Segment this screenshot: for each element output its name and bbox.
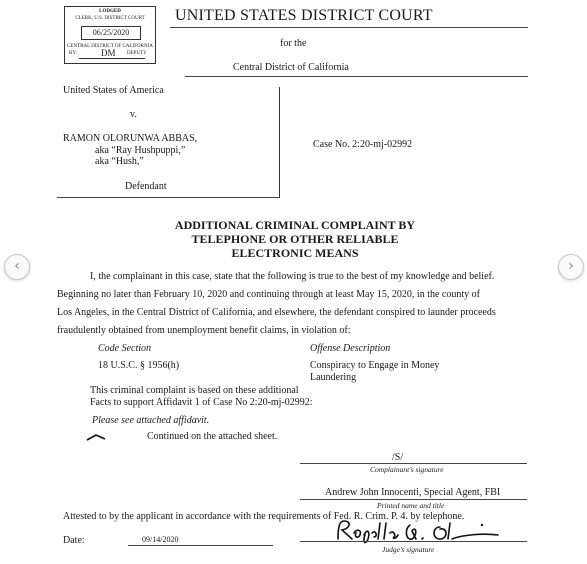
basis-line-1: This criminal complaint is based on these additional	[90, 385, 299, 396]
code-section-header: Code Section	[98, 343, 152, 354]
stamp-deputy: DEPUTY	[127, 51, 147, 56]
offense-description-header: Offense Description	[310, 343, 391, 354]
defendant-name: RAMON OLORUNWA ABBAS,	[63, 133, 198, 144]
stamp-district-line: CENTRAL DISTRICT OF CALIFORNIA	[67, 44, 153, 49]
document-title-line-3: ELECTRONIC MEANS	[231, 246, 359, 260]
previous-slide-button[interactable]: ‹	[4, 254, 30, 280]
printed-name-rule	[300, 499, 527, 500]
date-rule	[128, 545, 273, 546]
plaintiff: United States of America	[63, 85, 164, 96]
printed-name: Andrew John Innocenti, Special Agent, FBI	[325, 487, 501, 498]
next-slide-button[interactable]: ›	[558, 254, 584, 280]
caption-divider	[279, 87, 280, 197]
attestation: Attested to by the applicant in accordance with the requirements of Fed. R. Crim. P. 4. by telephone.	[63, 511, 465, 522]
caption-rule	[57, 197, 280, 198]
court-title: UNITED STATES DISTRICT COURT	[175, 7, 433, 24]
body-line-1: I, the complainant in this case, state that the following is true to the best of my knowledge and belief.	[90, 271, 495, 282]
stamp-date: 06/25/2020	[81, 26, 141, 40]
body-line-4: fraudulently obtained from unemployment benefit claims, in violation of:	[57, 325, 351, 336]
see-attached-affidavit: Please see attached affidavit.	[92, 415, 210, 426]
versus: v.	[130, 109, 137, 120]
printed-name-label: Printed name and title	[377, 501, 445, 510]
district-rule	[185, 76, 528, 77]
stamp-title: LODGED	[99, 9, 121, 14]
complainant-signature-rule	[300, 463, 527, 464]
case-number: Case No. 2:20-mj-02992	[313, 139, 413, 150]
offense-description-line-2: Laundering	[310, 372, 357, 383]
lodged-stamp	[64, 6, 156, 64]
complainant-signature: /S/	[392, 452, 404, 463]
date-value: 09/14/2020	[142, 535, 179, 544]
stamp-initials: DM	[101, 48, 116, 58]
defendant-aka-2: aka “Hush,”	[95, 156, 144, 167]
document-title-line-1: ADDITIONAL CRIMINAL COMPLAINT BY	[174, 218, 416, 232]
body-line-2: Beginning no later than February 10, 2020 and continuing through at least May 15, 2020, in the county of	[57, 289, 480, 300]
stamp-clerk-line: CLERK, U.S. DISTRICT COURT	[75, 16, 145, 21]
defendant-aka-1: aka “Ray Hushpuppi,”	[95, 145, 186, 156]
stamp-rule	[79, 58, 145, 59]
code-section-value: 18 U.S.C. § 1956(h)	[98, 360, 180, 371]
header-rule	[170, 27, 528, 28]
date-label: Date:	[63, 535, 85, 546]
judge-signature-rule	[300, 541, 527, 542]
body-line-3: Los Angeles, in the Central District of California, and elsewhere, the defendant conspired to launder proceeds	[57, 307, 496, 318]
judge-signature-label: Judge’s signature	[382, 545, 435, 554]
check-mark-icon	[86, 433, 106, 441]
offense-description-line-1: Conspiracy to Engage in Money	[310, 360, 440, 371]
for-the: for the	[280, 38, 307, 49]
court-district: Central District of California	[233, 62, 349, 73]
document-title-line-2: TELEPHONE OR OTHER RELIABLE	[191, 232, 399, 246]
complainant-signature-label: Complainant’s signature	[370, 465, 444, 474]
basis-line-2: Facts to support Affidavit 1 of Case No 2:20-mj-02992:	[90, 397, 313, 408]
continued-on-attached: Continued on the attached sheet.	[147, 431, 278, 442]
defendant-label: Defendant	[125, 181, 167, 192]
stamp-by: BY:	[69, 51, 77, 56]
